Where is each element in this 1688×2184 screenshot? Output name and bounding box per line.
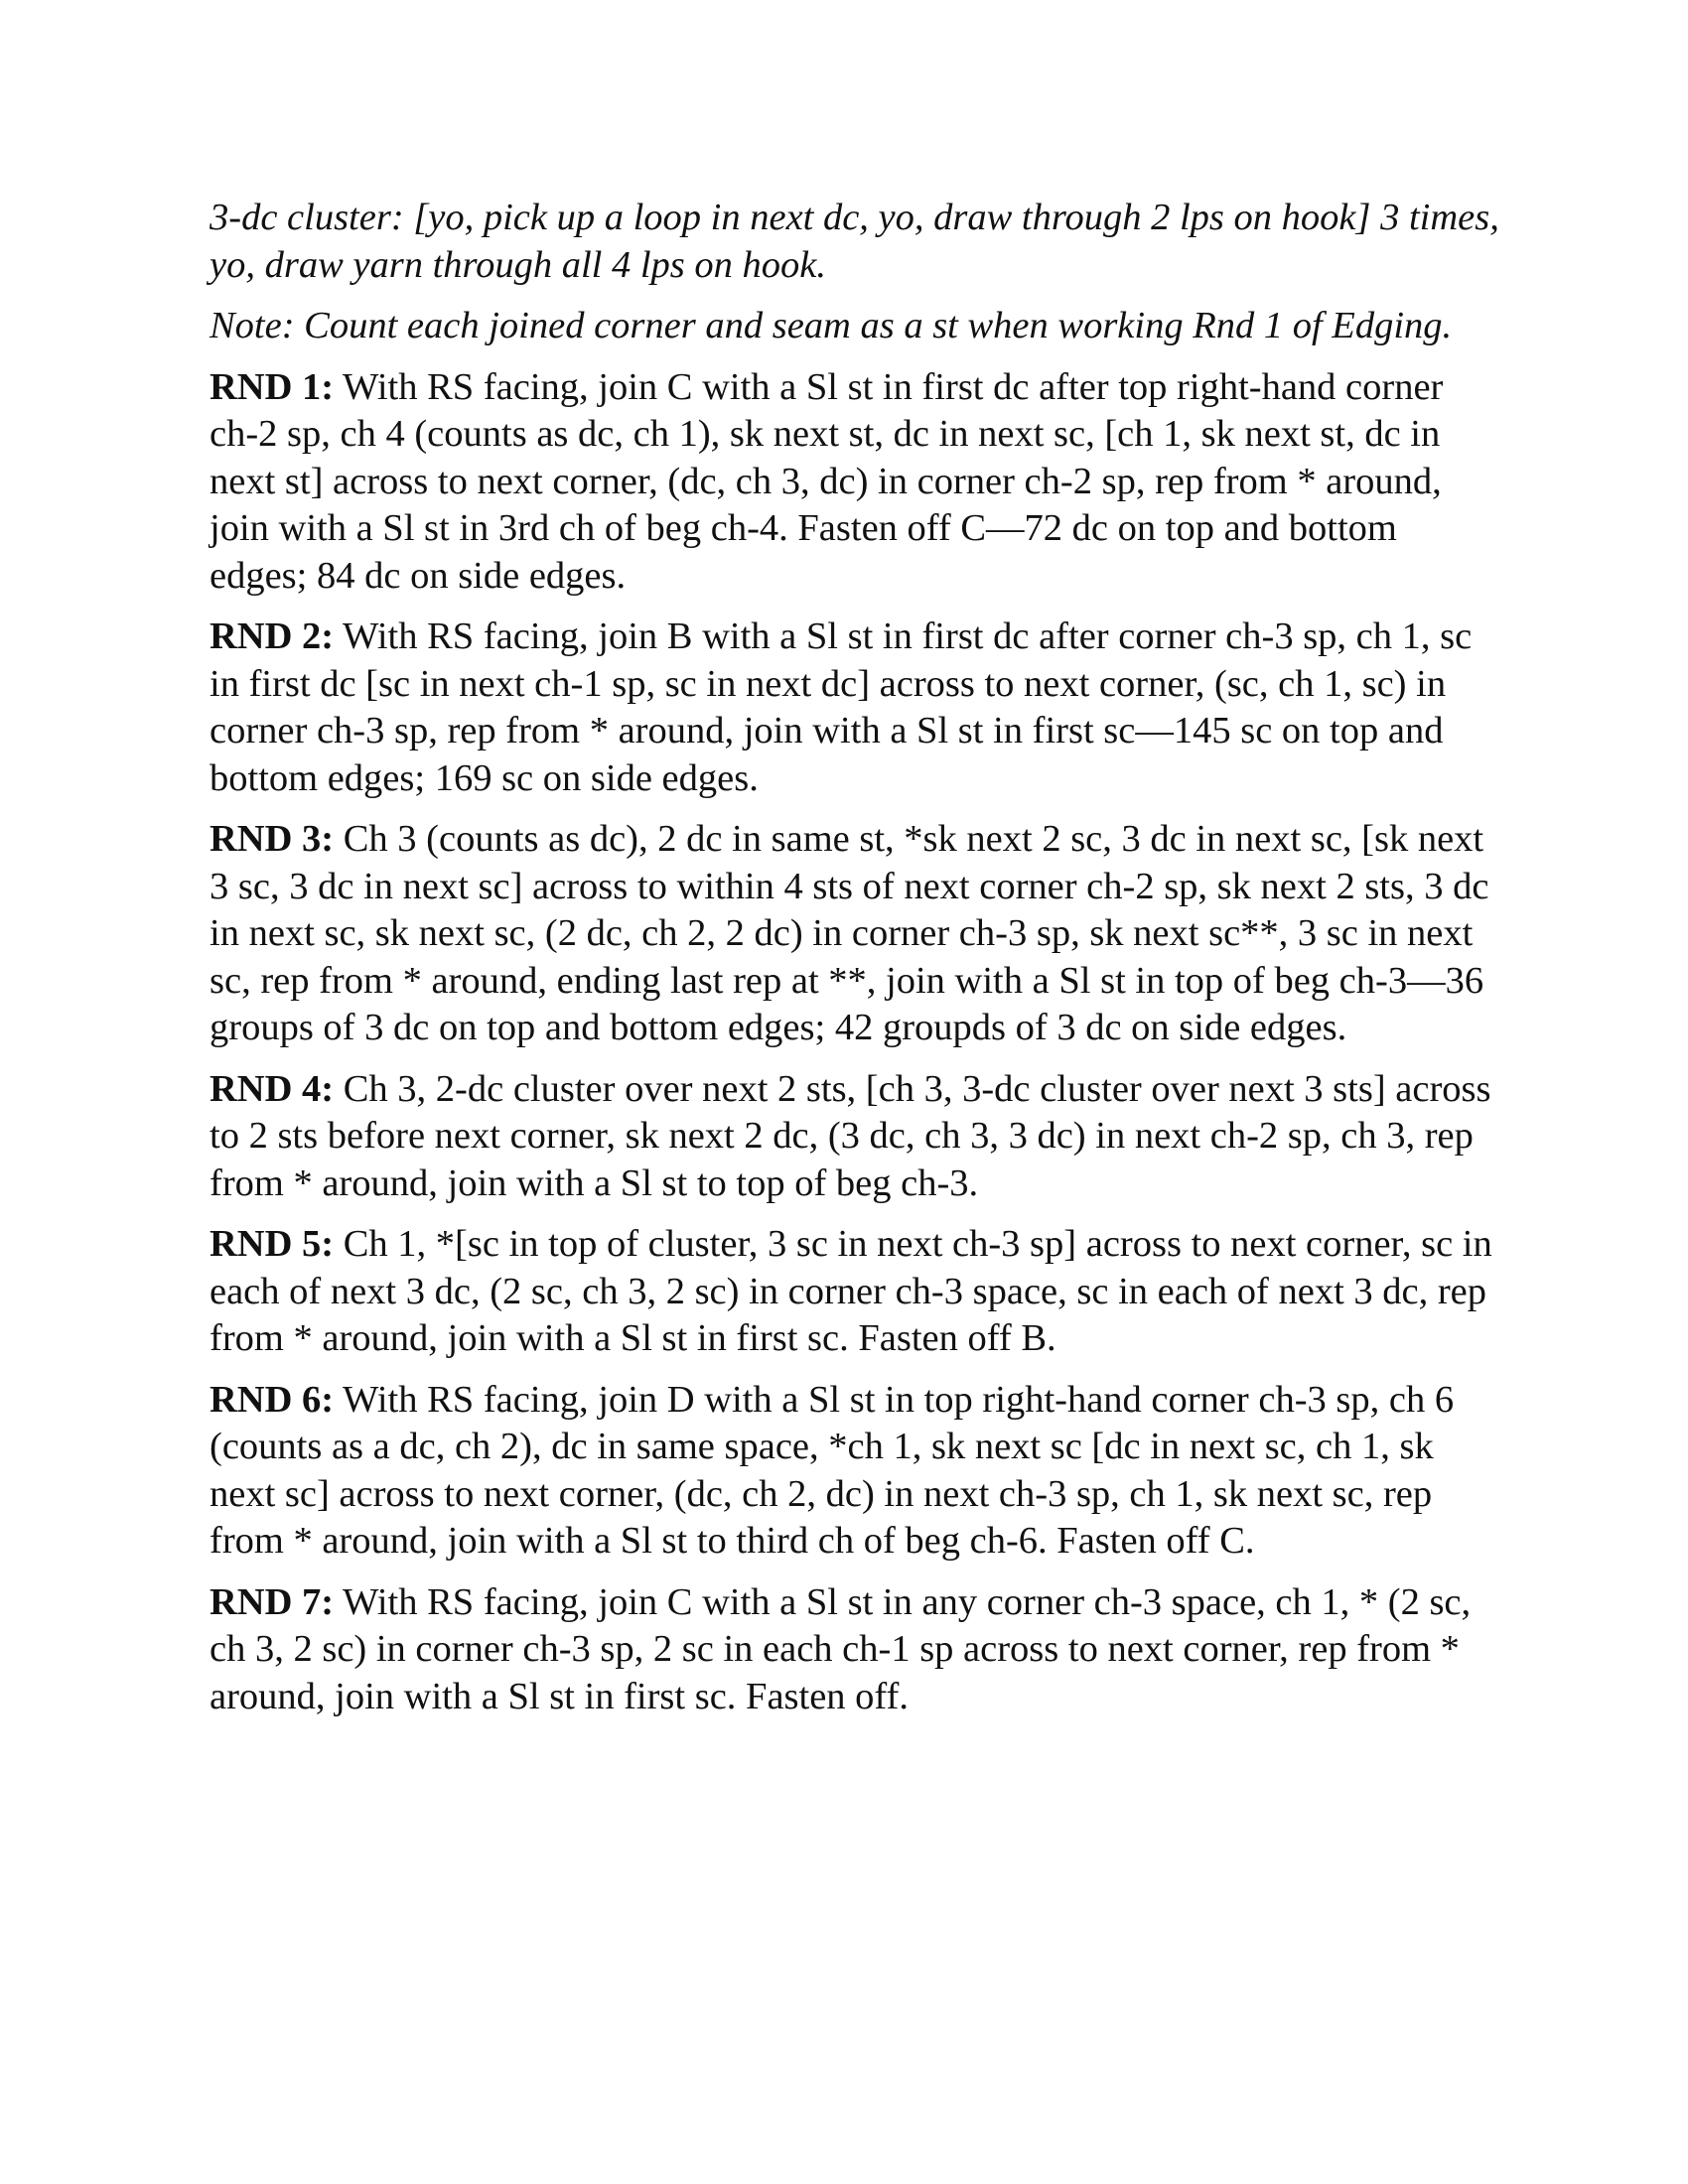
round-label: RND 1: [210, 365, 335, 408]
round-text: Ch 3 (counts as dc), 2 dc in same st, *sk next 2 sc, 3 dc in next sc, [sk next 3 sc, 3 dc in next sc] across to within 4 sts of next corner ch-2 sp, sk next 2 sts, 3 dc in next sc, sk next sc, (2 dc, ch 2, 2 dc) in corner ch-3 sp, sk next sc**, 3 sc in next sc, rep from * around, ending last rep at **, join with a Sl st in top of beg ch-3—36 groups of 3 dc on top and bottom edges; 42 groupds of 3 dc on side edges. [210, 818, 1489, 1048]
round-5 [210, 1221, 1500, 1363]
round-text: With RS facing, join D with a Sl st in top right-hand corner ch-3 sp, ch 6 (counts as a dc, ch 2), dc in same space, *ch 1, sk next sc [dc in next sc, ch 1, sk next sc] across to next corner, (dc, ch 2, dc) in next ch-3 sp, ch 1, sk next sc, rep from * around, join with a Sl st to third ch of beg ch-6. Fasten off C. [210, 1378, 1455, 1562]
round-text: Ch 3, 2-dc cluster over next 2 sts, [ch 3, 3-dc cluster over next 3 sts] across to 2 sts before next corner, sk next 2 dc, (3 dc, ch 3, 3 dc) in next ch-2 sp, ch 3, rep from * around, join with a Sl st to top of beg ch-3. [210, 1067, 1491, 1204]
round-1 [210, 364, 1500, 601]
round-text: With RS facing, join B with a Sl st in first dc after corner ch-3 sp, ch 1, sc in first dc [sc in next ch-1 sp, sc in next dc] across to next corner, (sc, ch 1, sc) in corner ch-3 sp, rep from * around, join with a Sl st in first sc—145 sc on top and bottom edges; 169 sc on side edges. [210, 615, 1473, 799]
document-page [210, 195, 1500, 1734]
round-text: Ch 1, *[sc in top of cluster, 3 sc in next ch-3 sp] across to next corner, sc in each of next 3 dc, (2 sc, ch 3, 2 sc) in corner ch-3 space, sc in each of next 3 dc, rep from * around, join with a Sl st in first sc. Fasten off B. [210, 1223, 1492, 1359]
round-label: RND 5: [210, 1223, 335, 1265]
round-text: With RS facing, join C with a Sl st in first dc after top right-hand corner ch-2 sp, ch 4 (counts as dc, ch 1), sk next st, dc in next sc, [ch 1, sk next st, dc in next st] across to next corner, (dc, ch 3, dc) in corner ch-2 sp, rep from * around, join with a Sl st in 3rd ch of beg ch-4. Fasten off C—72 dc on top and bottom edges; 84 dc on side edges. [210, 365, 1444, 597]
round-label: RND 6: [210, 1378, 335, 1421]
round-3 [210, 816, 1500, 1052]
round-label: RND 7: [210, 1580, 335, 1623]
round-4 [210, 1066, 1500, 1208]
round-6 [210, 1377, 1500, 1566]
round-2 [210, 614, 1500, 802]
cluster-note: 3-dc cluster: [yo, pick up a loop in next dc, yo, draw through 2 lps on hook] 3 times, yo, draw yarn through all 4 lps on hook. [210, 197, 1499, 286]
round-text: With RS facing, join C with a Sl st in any corner ch-3 space, ch 1, * (2 sc, ch 3, 2 sc) in corner ch-3 sp, 2 sc in each ch-1 sp across to next corner, rep from * around, join with a Sl st in first sc. Fasten off. [210, 1580, 1472, 1717]
round-label: RND 3: [210, 818, 335, 860]
count-note: Note: Count each joined corner and seam as a st when working Rnd 1 of Edging. [210, 305, 1453, 346]
round-label: RND 2: [210, 615, 335, 657]
round-label: RND 4: [210, 1067, 335, 1110]
round-7 [210, 1579, 1500, 1721]
